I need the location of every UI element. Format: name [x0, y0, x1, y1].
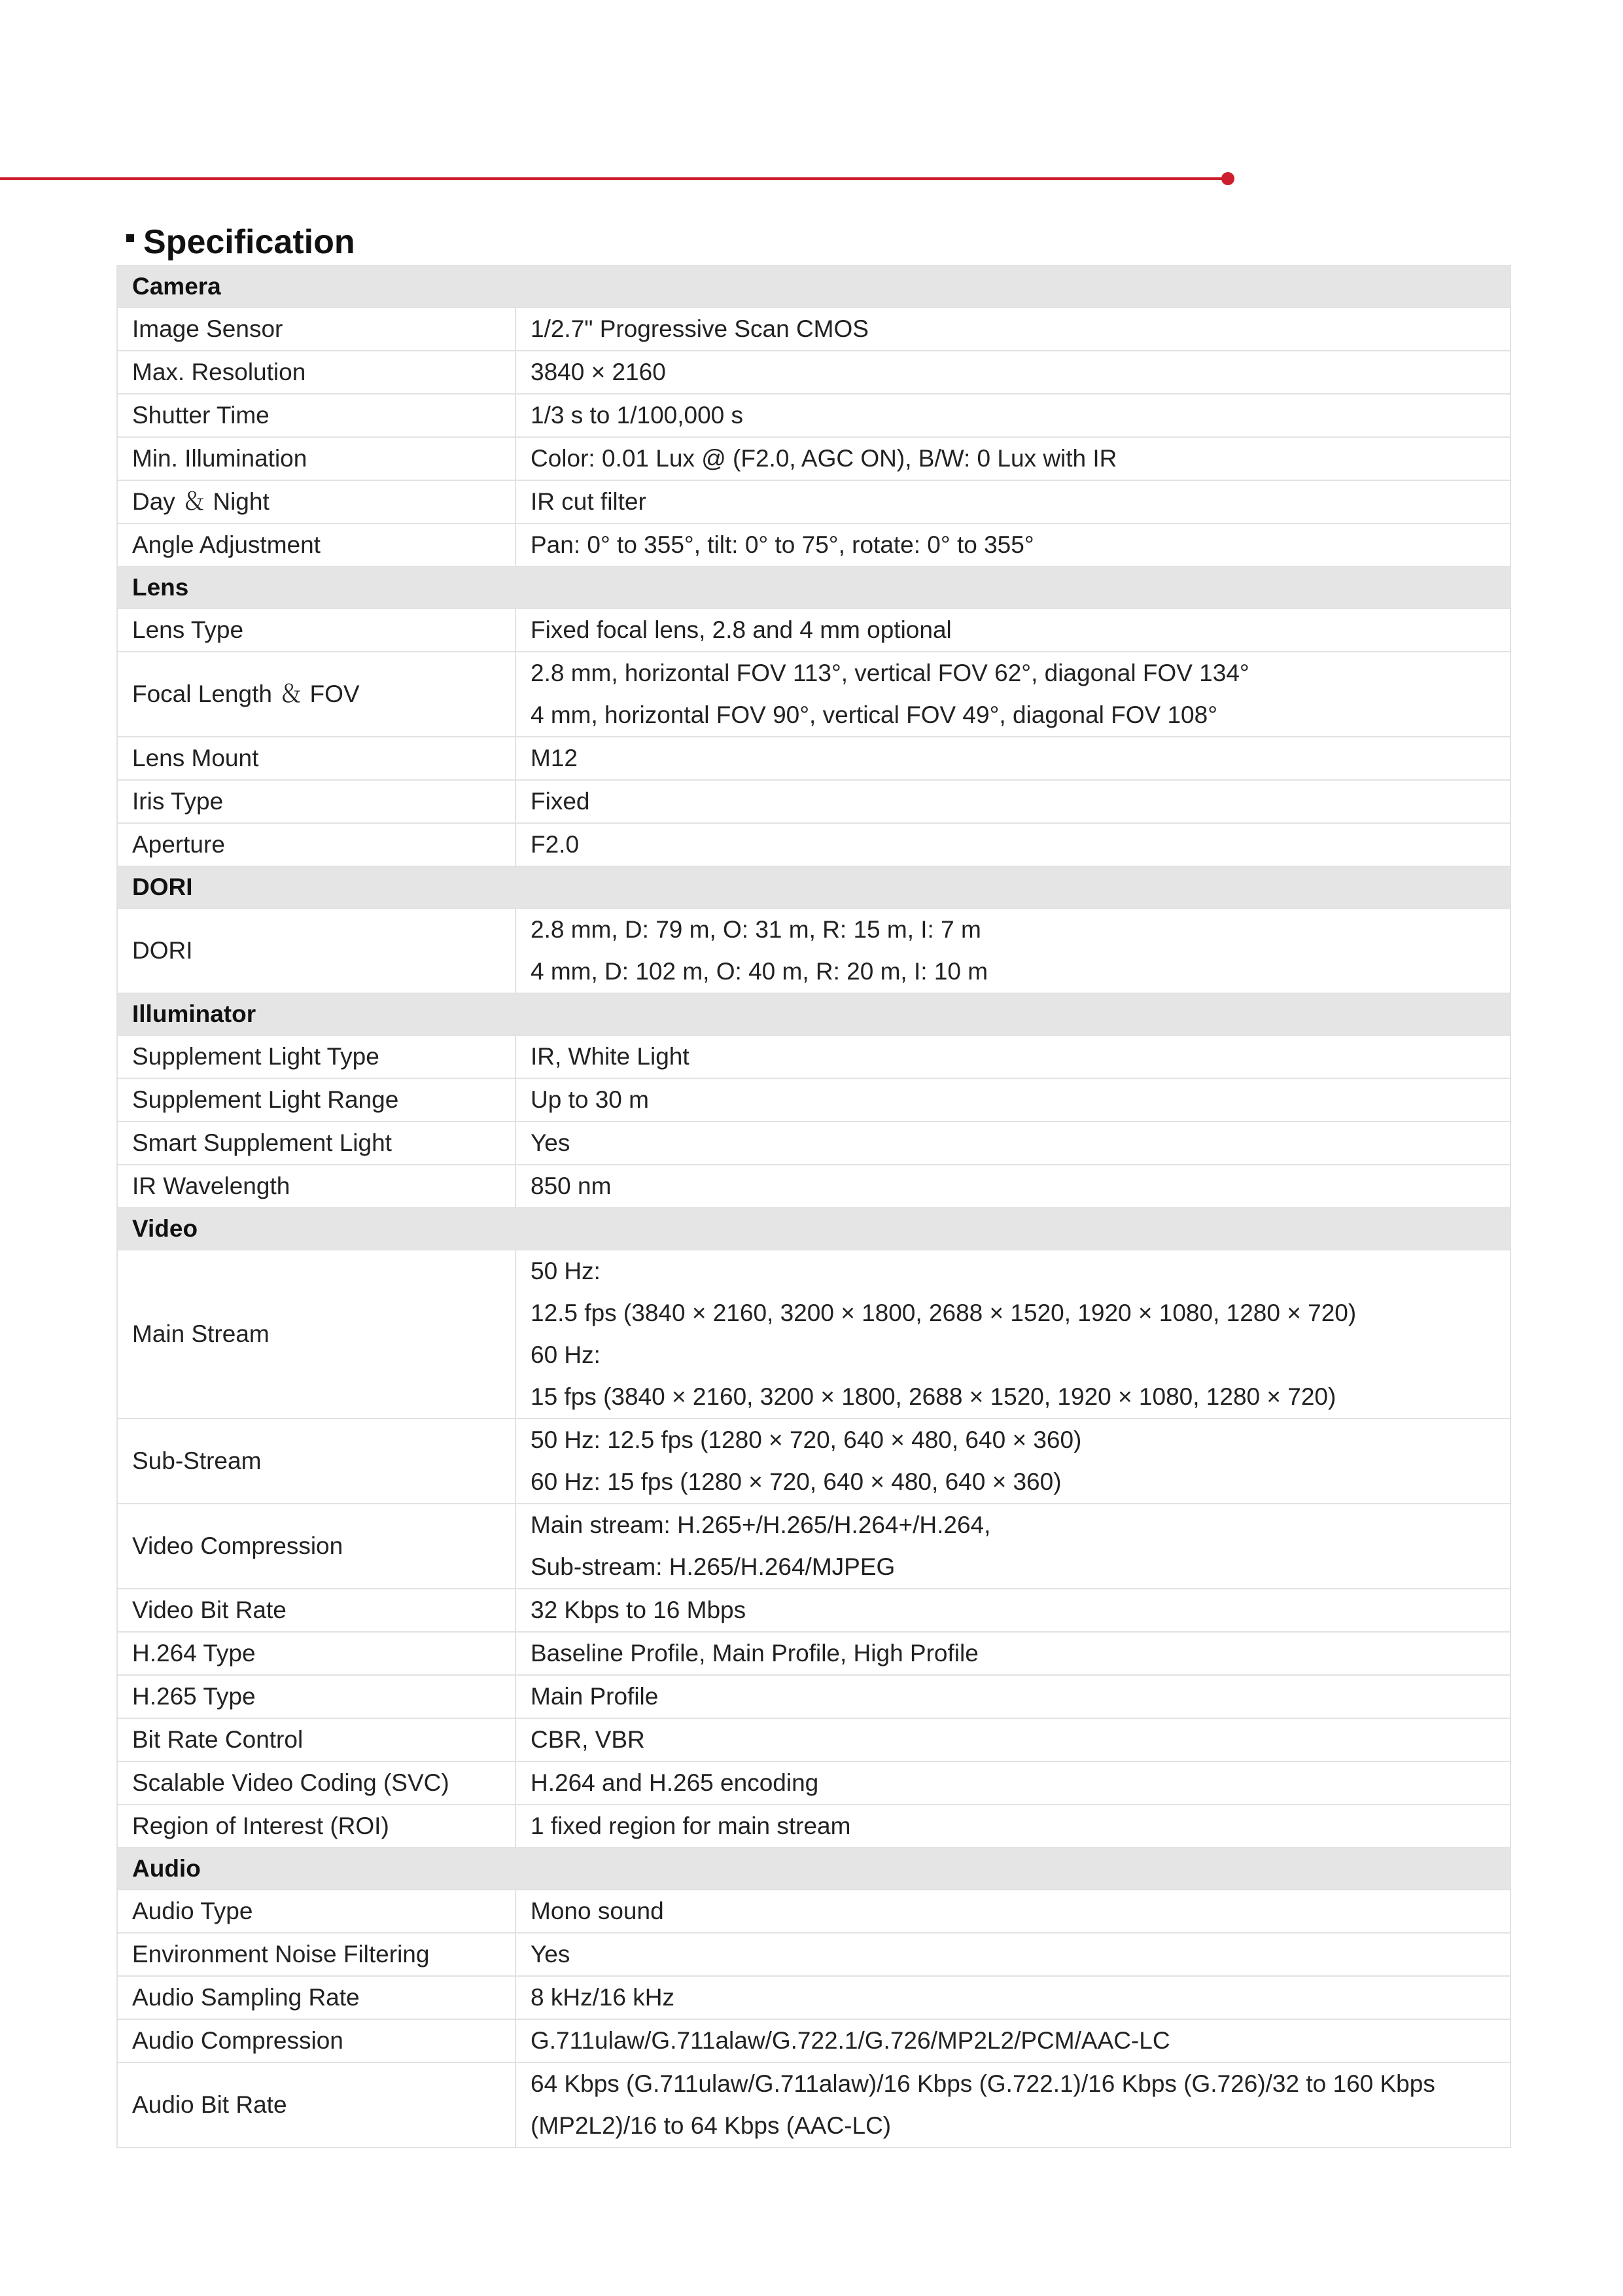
spec-row [117, 437, 1510, 480]
spec-value [515, 1675, 1510, 1718]
spec-value-line: Fixed [531, 788, 590, 815]
spec-value-line: Yes [531, 1941, 570, 1968]
spec-value-line: 50 Hz: [531, 1258, 601, 1284]
square-bullet-icon [126, 234, 134, 242]
spec-value-line: M12 [531, 745, 578, 771]
spec-row [117, 1761, 1510, 1805]
spec-value [515, 1589, 1510, 1632]
spec-label: Bit Rate Control [117, 1718, 515, 1761]
spec-label: Day ＆ Night [117, 480, 515, 523]
spec-label: Iris Type [117, 780, 515, 823]
section-title: Illuminator [117, 993, 1510, 1035]
spec-row [117, 1419, 1510, 1504]
spec-label: Lens Mount [117, 737, 515, 780]
spec-row [117, 823, 1510, 866]
spec-value [515, 609, 1510, 652]
spec-value [515, 1165, 1510, 1208]
spec-label: Lens Type [117, 609, 515, 652]
spec-row [117, 1250, 1510, 1419]
spec-label: Video Bit Rate [117, 1589, 515, 1632]
spec-value [515, 2019, 1510, 2062]
spec-value-line: 8 kHz/16 kHz [531, 1984, 675, 2011]
spec-label: Angle Adjustment [117, 523, 515, 567]
spec-value [515, 652, 1510, 737]
spec-value-line: 64 Kbps (G.711ulaw/G.711alaw)/16 Kbps (G.722.1)/16 Kbps (G.726)/32 to 160 Kbps [531, 2070, 1435, 2097]
spec-value-line: 3840 × 2160 [531, 359, 666, 385]
spec-row [117, 1718, 1510, 1761]
spec-value-line: 1/3 s to 1/100,000 s [531, 402, 744, 429]
spec-value-line: Main stream: H.265+/H.265/H.264+/H.264, [531, 1511, 991, 1538]
spec-row [117, 652, 1510, 737]
spec-value-line: Baseline Profile, Main Profile, High Profile [531, 1640, 979, 1667]
section-header-row [117, 266, 1510, 308]
spec-value-line: 2.8 mm, D: 79 m, O: 31 m, R: 15 m, I: 7 m [531, 916, 981, 943]
spec-value-line: IR cut filter [531, 488, 646, 515]
spec-row [117, 609, 1510, 652]
spec-value [515, 737, 1510, 780]
spec-label: Scalable Video Coding (SVC) [117, 1761, 515, 1805]
spec-label: Supplement Light Type [117, 1035, 515, 1078]
spec-value-line: Main Profile [531, 1683, 659, 1710]
spec-value [515, 1250, 1510, 1419]
spec-value-line: Yes [531, 1129, 570, 1156]
spec-value-line: Pan: 0° to 355°, tilt: 0° to 75°, rotate: 0° to 355° [531, 531, 1034, 558]
spec-row [117, 351, 1510, 394]
spec-value [515, 351, 1510, 394]
spec-value [515, 394, 1510, 437]
spec-label: H.265 Type [117, 1675, 515, 1718]
spec-value [515, 2062, 1510, 2147]
spec-label: Main Stream [117, 1250, 515, 1419]
spec-value [515, 1976, 1510, 2019]
spec-value-line: G.711ulaw/G.711alaw/G.722.1/G.726/MP2L2/PCM/AAC-LC [531, 2027, 1170, 2054]
spec-label: Audio Compression [117, 2019, 515, 2062]
spec-row [117, 1078, 1510, 1122]
spec-value [515, 823, 1510, 866]
page-heading-text: Specification [143, 223, 355, 261]
spec-row [117, 480, 1510, 523]
spec-value [515, 437, 1510, 480]
spec-value [515, 1078, 1510, 1122]
spec-row [117, 2019, 1510, 2062]
spec-label: Environment Noise Filtering [117, 1933, 515, 1976]
section-header-row [117, 1848, 1510, 1890]
spec-value-line: 4 mm, horizontal FOV 90°, vertical FOV 49°, diagonal FOV 108° [531, 701, 1218, 728]
spec-label: DORI [117, 908, 515, 993]
spec-value-line: 850 nm [531, 1173, 612, 1199]
spec-row [117, 1976, 1510, 2019]
spec-label: Focal Length ＆ FOV [117, 652, 515, 737]
spec-row [117, 1035, 1510, 1078]
spec-value [515, 308, 1510, 351]
spec-row [117, 394, 1510, 437]
spec-value-line: 32 Kbps to 16 Mbps [531, 1597, 746, 1623]
section-title: Camera [117, 266, 1510, 308]
spec-value [515, 1632, 1510, 1675]
spec-value [515, 1035, 1510, 1078]
spec-row [117, 308, 1510, 351]
section-header-row [117, 993, 1510, 1035]
section-title: Audio [117, 1848, 1510, 1890]
spec-value-line: Up to 30 m [531, 1086, 649, 1113]
spec-value [515, 1933, 1510, 1976]
spec-value [515, 1419, 1510, 1504]
spec-row [117, 908, 1510, 993]
spec-label: Sub-Stream [117, 1419, 515, 1504]
spec-value [515, 523, 1510, 567]
spec-row [117, 737, 1510, 780]
spec-row [117, 1933, 1510, 1976]
spec-value-line: Color: 0.01 Lux @ (F2.0, AGC ON), B/W: 0 Lux with IR [531, 445, 1117, 472]
spec-value [515, 780, 1510, 823]
spec-row [117, 1165, 1510, 1208]
specification-table-body [117, 266, 1510, 2147]
spec-row [117, 780, 1510, 823]
spec-value-line: 60 Hz: 15 fps (1280 × 720, 640 × 480, 640 × 360) [531, 1468, 1062, 1495]
spec-label: Audio Type [117, 1890, 515, 1933]
spec-value-line: 1/2.7" Progressive Scan CMOS [531, 315, 869, 342]
spec-value [515, 1805, 1510, 1848]
spec-value-line: IR, White Light [531, 1043, 689, 1070]
spec-value [515, 1718, 1510, 1761]
spec-label: Audio Bit Rate [117, 2062, 515, 2147]
spec-value-line: 12.5 fps (3840 × 2160, 3200 × 1800, 2688 × 1520, 1920 × 1080, 1280 × 720) [531, 1299, 1357, 1326]
spec-label: Max. Resolution [117, 351, 515, 394]
spec-value-line: 50 Hz: 12.5 fps (1280 × 720, 640 × 480, 640 × 360) [531, 1426, 1082, 1453]
spec-value [515, 1122, 1510, 1165]
header-divider-line [0, 177, 1222, 180]
section-header-row [117, 866, 1510, 908]
spec-row [117, 1589, 1510, 1632]
spec-row [117, 523, 1510, 567]
spec-value-line: 1 fixed region for main stream [531, 1812, 851, 1839]
spec-value [515, 1890, 1510, 1933]
spec-value-line: (MP2L2)/16 to 64 Kbps (AAC-LC) [531, 2112, 892, 2139]
spec-label: Video Compression [117, 1504, 515, 1589]
spec-label: Aperture [117, 823, 515, 866]
spec-value-line: F2.0 [531, 831, 580, 858]
spec-value-line: 15 fps (3840 × 2160, 3200 × 1800, 2688 × 1520, 1920 × 1080, 1280 × 720) [531, 1383, 1336, 1410]
spec-row [117, 1675, 1510, 1718]
spec-row [117, 1805, 1510, 1848]
spec-label: Audio Sampling Rate [117, 1976, 515, 2019]
spec-value [515, 1504, 1510, 1589]
spec-row [117, 1122, 1510, 1165]
spec-label: H.264 Type [117, 1632, 515, 1675]
header-divider-dot [1221, 172, 1234, 185]
spec-value [515, 1761, 1510, 1805]
spec-label: Smart Supplement Light [117, 1122, 515, 1165]
page-heading [126, 219, 355, 265]
section-title: DORI [117, 866, 1510, 908]
spec-value-line: Sub-stream: H.265/H.264/MJPEG [531, 1553, 896, 1580]
spec-label: Region of Interest (ROI) [117, 1805, 515, 1848]
spec-label: Supplement Light Range [117, 1078, 515, 1122]
spec-value [515, 908, 1510, 993]
spec-row [117, 1632, 1510, 1675]
spec-row [117, 1890, 1510, 1933]
spec-row [117, 1504, 1510, 1589]
spec-row [117, 2062, 1510, 2147]
section-header-row [117, 1208, 1510, 1250]
spec-value-line: Fixed focal lens, 2.8 and 4 mm optional [531, 616, 952, 643]
section-header-row [117, 567, 1510, 609]
section-title: Lens [117, 567, 1510, 609]
spec-value [515, 480, 1510, 523]
spec-label: IR Wavelength [117, 1165, 515, 1208]
spec-value-line: H.264 and H.265 encoding [531, 1769, 819, 1796]
spec-label: Min. Illumination [117, 437, 515, 480]
spec-value-line: 4 mm, D: 102 m, O: 40 m, R: 20 m, I: 10 m [531, 958, 988, 985]
spec-value-line: 2.8 mm, horizontal FOV 113°, vertical FOV 62°, diagonal FOV 134° [531, 660, 1249, 686]
spec-value-line: 60 Hz: [531, 1341, 601, 1368]
spec-value-line: Mono sound [531, 1898, 664, 1924]
specification-table [116, 265, 1511, 2148]
spec-label: Image Sensor [117, 308, 515, 351]
spec-value-line: CBR, VBR [531, 1726, 645, 1753]
spec-label: Shutter Time [117, 394, 515, 437]
section-title: Video [117, 1208, 1510, 1250]
